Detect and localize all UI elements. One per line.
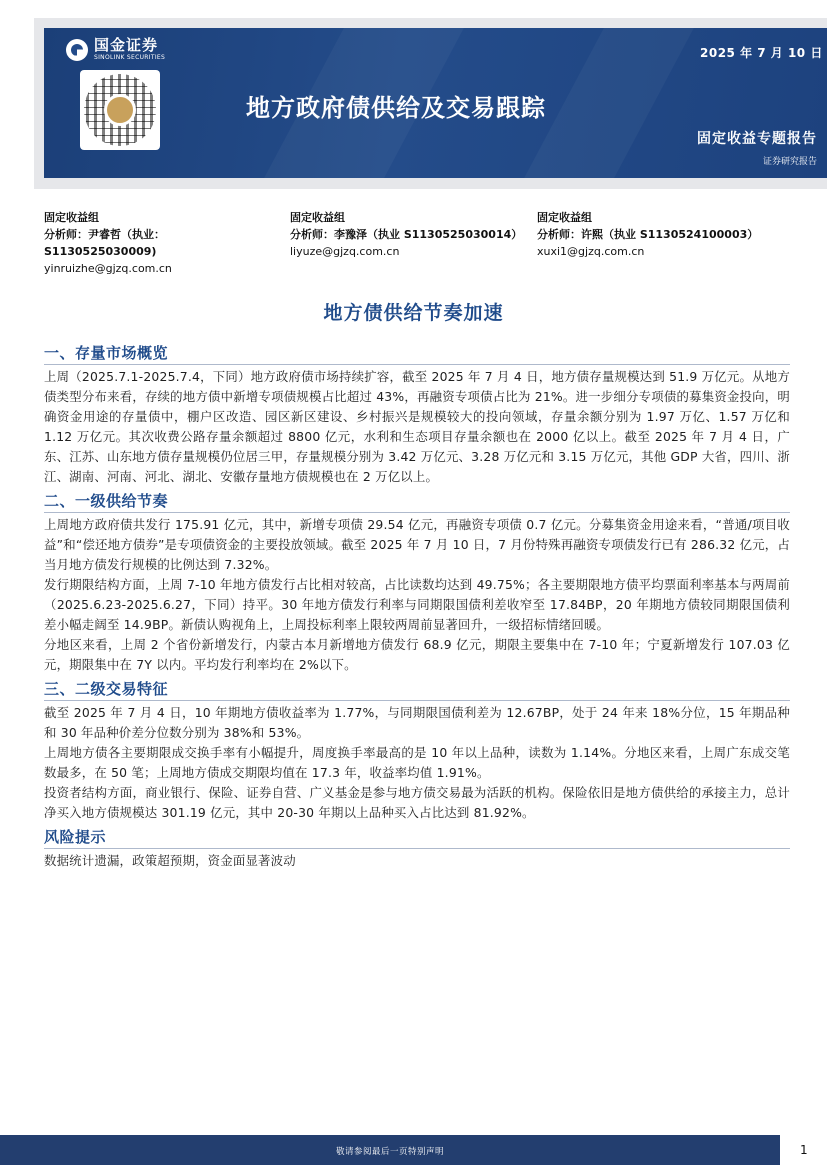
banner-stripe	[524, 28, 694, 178]
report-subtype: 证券研究报告	[762, 157, 817, 167]
headline: 地方债供给节奏加速	[323, 302, 504, 324]
paragraph: 数据统计遗漏，政策超预期，资金面显著波动	[44, 853, 296, 868]
logo-icon	[66, 39, 88, 61]
section-header	[44, 341, 790, 365]
analyst-license: S1130525030009)	[44, 245, 157, 258]
section-title: 一、存量市场概览	[44, 344, 169, 362]
paragraph: 投资者结构方面，商业银行、保险、证券自营、广义基金是参与地方债交易最为活跃的机构。保险依旧是地方债供给的承接主力，总计净买入地方债规模达 301.19 亿元，其中 20-30 年期以上品种买入占比达到 81.92%。	[44, 785, 790, 820]
section-header	[44, 489, 790, 513]
section-title: 三、二级交易特征	[44, 680, 169, 698]
analyst-block	[537, 209, 817, 260]
section-header	[44, 677, 790, 701]
analyst-block	[290, 209, 540, 260]
paragraph: 上周地方债各主要期限成交换手率有小幅提升，周度换手率最高的是 10 年以上品种，读数为 1.14%。分地区来看，上周广东成交笔数最多，在 50 笔；上周地方债成交期限均值在 17.3 年，收益率均值 1.91%。	[44, 745, 790, 780]
logo-name-en: SINOLINK SECURITIES	[94, 54, 166, 61]
paragraph: 发行期限结构方面，上周 7-10 年地方债发行占比相对较高，占比读数均达到 49.75%；各主要期限地方债平均票面利率基本与两周前（2025.6.23-2025.6.27，下同）持平。30 年地方债发行利率与同期限国债利差收窄至 17.84BP，20 年期地方债较同期限国债利差小幅走阔至 14.9BP。新债认购视角上，上周投标利率上限较两周前显著回升，一级招标情绪回暖。	[44, 577, 790, 632]
analyst-group: 固定收益组	[44, 211, 99, 224]
report-date: 2025 年 7 月 10 日	[700, 46, 823, 60]
footer-notice: 敬请参阅最后一页特别声明	[335, 1147, 444, 1157]
analyst-email[interactable]: xuxi1@gjzq.com.cn	[537, 245, 645, 258]
paragraph: 分地区来看，上周 2 个省份新增发行，内蒙古本月新增地方债发行 68.9 亿元，期限主要集中在 7-10 年；宁夏新增发行 107.03 亿元，期限集中在 7Y 以内。平均发行利率均在 2%以下。	[44, 637, 790, 672]
analyst-block	[44, 209, 234, 277]
company-logo	[66, 38, 165, 61]
paragraph: 上周地方政府债共发行 175.91 亿元，其中，新增专项债 29.54 亿元，再融资专项债 0.7 亿元。分募集资金用途来看，“普通/项目收益”和“偿还地方债券”是专项债资金的主要投放领域。截至 2025 年 7 月 10 日，7 月份特殊再融资专项债发行已有 286.32 亿元，占当月地方债发行规模的比例达到 7.32%。	[44, 517, 790, 572]
paragraph: 上周（2025.7.1-2025.7.4，下同）地方政府债市场持续扩容，截至 2025 年 7 月 4 日，地方债存量规模达到 51.9 万亿元。从地方债类型分布来看，存续的地方债中新增专项债规模占比超过 43%，再融资专项债占比为 21%。进一步细分专项债的募集资金投向，明确资金用途的存量债中，棚户区改造、园区新区建设、乡村振兴是规模较大的投向领域，存量余额分别为 1.97 万亿、1.57 万亿和 1.12 万亿元。其次收费公路存量余额超过 8800 亿元，水利和生态项目存量余额也在 2000 亿以上。截至 2025 年 7 月 4 日，广东、江苏、山东地方债存量规模仍位居三甲，存量规模分别为 3.42 万亿元、3.28 万亿元和 3.15 万亿元，其他 GDP 大省，四川、浙江、湖南、河南、河北、湖北、安徽存量地方债规模也在 2 万亿以上。	[44, 369, 790, 484]
analyst-email[interactable]: liyuze@gjzq.com.cn	[290, 245, 400, 258]
analyst-name: 分析师：许熙（执业 S1130524100003）	[537, 228, 759, 241]
logo-name-cn: 国金证券	[94, 36, 159, 54]
report-title: 地方政府债供给及交易跟踪	[246, 94, 546, 122]
analyst-name: 分析师：尹睿哲（执业：	[44, 228, 165, 241]
page-number: 1	[800, 1143, 808, 1157]
analyst-group: 固定收益组	[537, 211, 592, 224]
analyst-name: 分析师：李豫泽（执业 S1130525030014）	[290, 228, 523, 241]
qr-code-icon	[80, 70, 160, 150]
section-title: 二、一级供给节奏	[44, 492, 169, 510]
analyst-group: 固定收益组	[290, 211, 345, 224]
report-body	[44, 341, 790, 871]
report-type: 固定收益专题报告	[697, 131, 817, 147]
section-header	[44, 825, 790, 849]
analyst-email[interactable]: yinruizhe@gjzq.com.cn	[44, 262, 172, 275]
section-title: 风险提示	[44, 828, 107, 846]
paragraph: 截至 2025 年 7 月 4 日，10 年期地方债收益率为 1.77%，与同期限国债利差为 12.67BP，处于 24 年来 18%分位，15 年期品种和 30 年品种价差分位数分别为 38%和 53%。	[44, 705, 790, 740]
